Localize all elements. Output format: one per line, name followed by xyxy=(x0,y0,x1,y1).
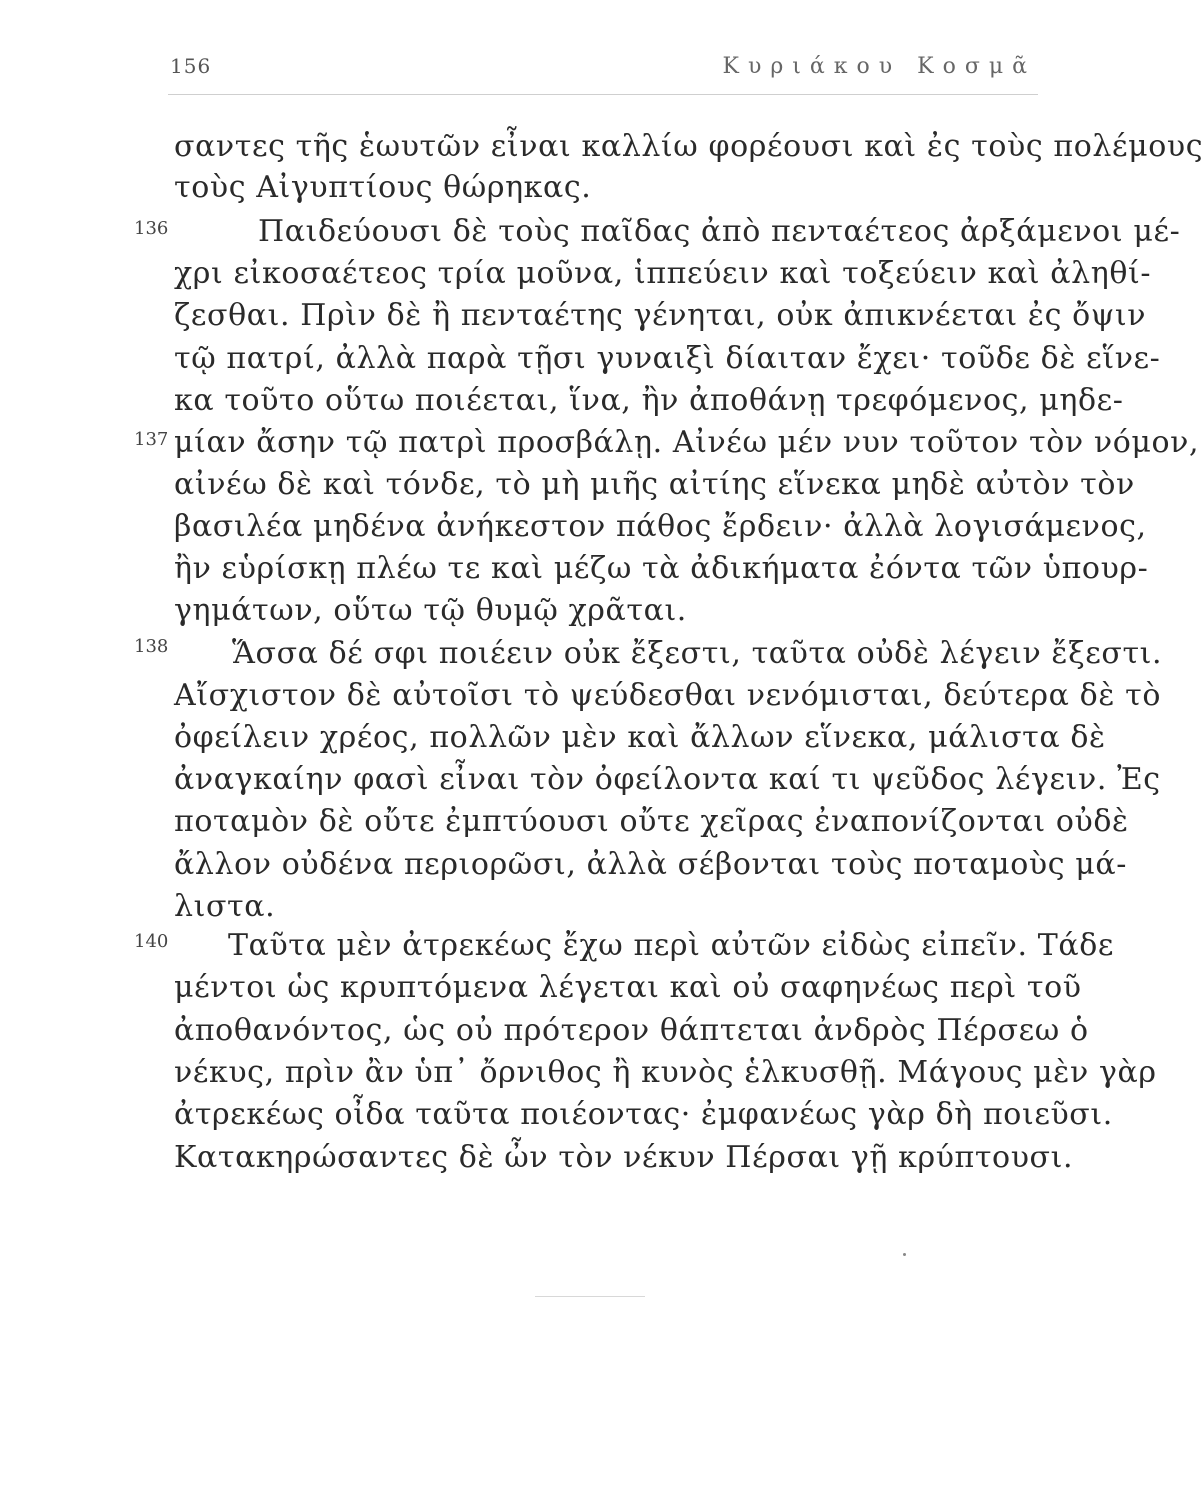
text-line: ἀτρεκέως οἶδα ταῦτα ποιέοντας· ἐμφανέως γὰρ δὴ ποιεῦσι. xyxy=(174,1097,1113,1132)
text-line: Παιδεύουσι δὲ τοὺς παῖδας ἀπὸ πενταέτεος ἀρξάμενοι μέ- xyxy=(258,214,1181,249)
text-line: λιστα. xyxy=(174,889,276,924)
text-line: χρι εἰκοσαέτεος τρία μοῦνα, ἱππεύειν καὶ τοξεύειν καὶ ἀληθί- xyxy=(174,256,1152,291)
running-title: Κυριάκου Κοσμᾶ xyxy=(722,54,1036,79)
text-line: κα τοῦτο οὕτω ποιέεται, ἵνα, ἢν ἀποθάνῃ τρεφόμενος, μηδε- xyxy=(174,383,1124,418)
page-header xyxy=(168,48,1036,88)
text-line: βασιλέα μηδένα ἀνήκεστον πάθος ἔρδειν· ἀλλὰ λογισάμενος, xyxy=(174,509,1147,544)
text-line: ἀναγκαίην φασὶ εἶναι τὸν ὀφείλοντα καί τι ψεῦδος λέγειν. Ἐς xyxy=(174,762,1161,797)
text-line: νέκυς, πρὶν ἂν ὑπ᾽ ὄρνιθος ἢ κυνὸς ἑλκυσθῇ. Μάγους μὲν γὰρ xyxy=(174,1055,1157,1090)
text-line: ἢν εὑρίσκῃ πλέω τε καὶ μέζω τὰ ἀδικήματα ἐόντα τῶν ὑπουρ- xyxy=(174,551,1149,586)
text-line: ζεσθαι. Πρὶν δὲ ἢ πενταέτης γένηται, οὐκ ἀπικνέεται ἐς ὄψιν xyxy=(174,298,1147,333)
text-line: ἄλλον οὐδένα περιορῶσι, ἀλλὰ σέβονται τοὺς ποταμοὺς μά- xyxy=(174,847,1127,882)
text-line: ποταμὸν δὲ οὔτε ἐμπτύουσι οὔτε χεῖρας ἐναπονίζονται οὐδὲ xyxy=(174,804,1129,839)
section-number-138: 138 xyxy=(134,636,169,657)
text-line: Αἴσχιστον δὲ αὐτοῖσι τὸ ψεύδεσθαι νενόμισται, δεύτερα δὲ τὸ xyxy=(174,678,1162,713)
header-rule xyxy=(168,94,1038,95)
section-number-136: 136 xyxy=(134,218,169,239)
text-line: σαντες τῆς ἑωυτῶν εἶναι καλλίω φορέουσι καὶ ἐς τοὺς πολέμους xyxy=(174,129,1203,164)
scan-speck xyxy=(903,1253,906,1256)
bottom-rule xyxy=(535,1296,645,1297)
section-number-137: 137 xyxy=(134,429,169,450)
text-line: ἀποθανόντος, ὡς οὐ πρότερον θάπτεται ἀνδρὸς Πέρσεω ὁ xyxy=(174,1013,1089,1048)
text-line: τῷ πατρί, ἀλλὰ παρὰ τῇσι γυναιξὶ δίαιταν ἔχει· τοῦδε δὲ εἵνε- xyxy=(174,341,1161,376)
text-line: μίαν ἄσην τῷ πατρὶ προσβάλῃ. Αἰνέω μέν νυν τοῦτον τὸν νόμον, xyxy=(174,425,1200,460)
section-number-140: 140 xyxy=(134,931,169,952)
text-line: αἰνέω δὲ καὶ τόνδε, τὸ μὴ μιῆς αἰτίης εἵνεκα μηδὲ αὐτὸν τὸν xyxy=(174,467,1135,502)
page-number: 156 xyxy=(170,54,212,78)
text-line: Ἅσσα δέ σφι ποιέειν οὐκ ἔξεστι, ταῦτα οὐδὲ λέγειν ἔξεστι. xyxy=(232,636,1163,671)
text-line: Ταῦτα μὲν ἀτρεκέως ἔχω περὶ αὐτῶν εἰδὼς εἰπεῖν. Τάδε xyxy=(228,928,1115,963)
text-line: ὀφείλειν χρέος, πολλῶν μὲν καὶ ἄλλων εἵνεκα, μάλιστα δὲ xyxy=(174,720,1106,755)
text-line: τοὺς Αἰγυπτίους θώρηκας. xyxy=(174,170,592,205)
text-line: γημάτων, οὕτω τῷ θυμῷ χρᾶται. xyxy=(174,593,687,628)
text-line: Κατακηρώσαντες δὲ ὦν τὸν νέκυν Πέρσαι γῇ κρύπτουσι. xyxy=(174,1140,1074,1175)
text-line: μέντοι ὡς κρυπτόμενα λέγεται καὶ οὐ σαφηνέως περὶ τοῦ xyxy=(174,970,1082,1005)
